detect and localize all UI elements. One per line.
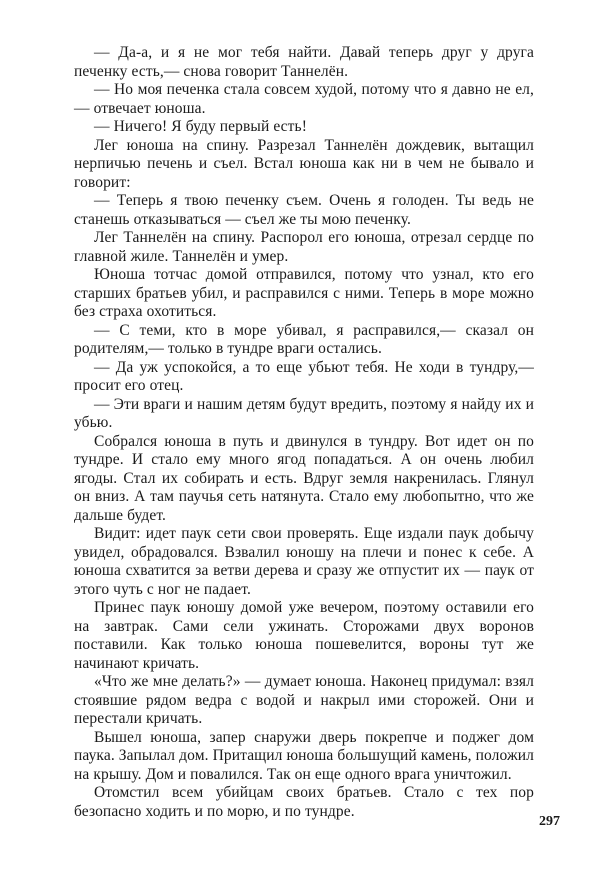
paragraph: «Что же мне делать?» — думает юноша. Наконец придумал: взял стоявшие рядом ведра с водой и накрыл ими сторожей. Они и перестали кричать. [74,673,534,727]
paragraph: Видит: идет паук сети свои проверять. Еще издали паук добычу увидел, обрадовался. Взвалил юношу на плечи и понес к себе. А юноша схватится за ветви дерева и сразу же отпустит их — паук от этого чуть с ног не падает. [74,525,534,598]
paragraph: — Эти враги и нашим детям будут вредить, поэтому я найду их и убью. [74,395,534,431]
paragraph: — Да-а, и я не мог тебя найти. Давай теперь друг у друга печенку есть,— снова говорит Таннелён. [74,44,534,80]
page-body [74,44,534,821]
paragraph: Лег юноша на спину. Разрезал Таннелён дождевик, вытащил нерпичью печень и съел. Встал юноша как ни в чем не бывало и говорит: [74,136,534,191]
paragraph: — Но моя печенка стала совсем худой, потому что я давно не ел,— отвечает юноша. [74,81,534,117]
paragraph: — Ничего! Я буду первый есть! [94,118,307,135]
paragraph: — Теперь я твою печенку съем. Очень я голоден. Ты ведь не станешь отказываться — съел же ты мою печенку. [74,192,534,228]
paragraph: — С теми, кто в море убивал, я расправился,— сказал он родителям,— только в тундре враги остались. [74,321,534,357]
paragraph: Принес паук юношу домой уже вечером, поэтому оставили его на завтрак. Сами сели ужинать. Сторожами двух воронов поставили. Как только юноша пошевелится, вороны тут же начинают кричать. [74,599,534,672]
paragraph: — Да уж успокойся, а то еще убьют тебя. Не ходи в тундру,— просит его отец. [74,358,534,394]
paragraph: Юноша тотчас домой отправился, потому что узнал, кто его старших братьев убил, и расправился с ними. Теперь в море можно без страха охотиться. [74,266,534,320]
paragraph: Лег Таннелён на спину. Распорол его юноша, отрезал сердце по главной жиле. Таннелён и умер. [74,229,534,265]
paragraph: Собрался юноша в путь и двинулся в тундру. Вот идет он по тундре. И стало ему много ягод попадаться. А он очень любил ягоды. Стал их собирать и есть. Вдруг земля накренилась. Глянул он вниз. А там паучья сеть натянута. Стало ему любопытно, что же дальше будет. [74,432,534,524]
paragraph: Отомстил всем убийцам своих братьев. Стало с тех пор безопасно ходить и по морю, и по тундре. [74,784,534,820]
page-number: 297 [539,814,560,829]
paragraph: Вышел юноша, запер снаружи дверь покрепче и поджег дом паука. Запылал дом. Притащил юноша большущий камень, положил на крышу. Дом и повалился. Так он еще одного врага уничтожил. [74,728,534,783]
